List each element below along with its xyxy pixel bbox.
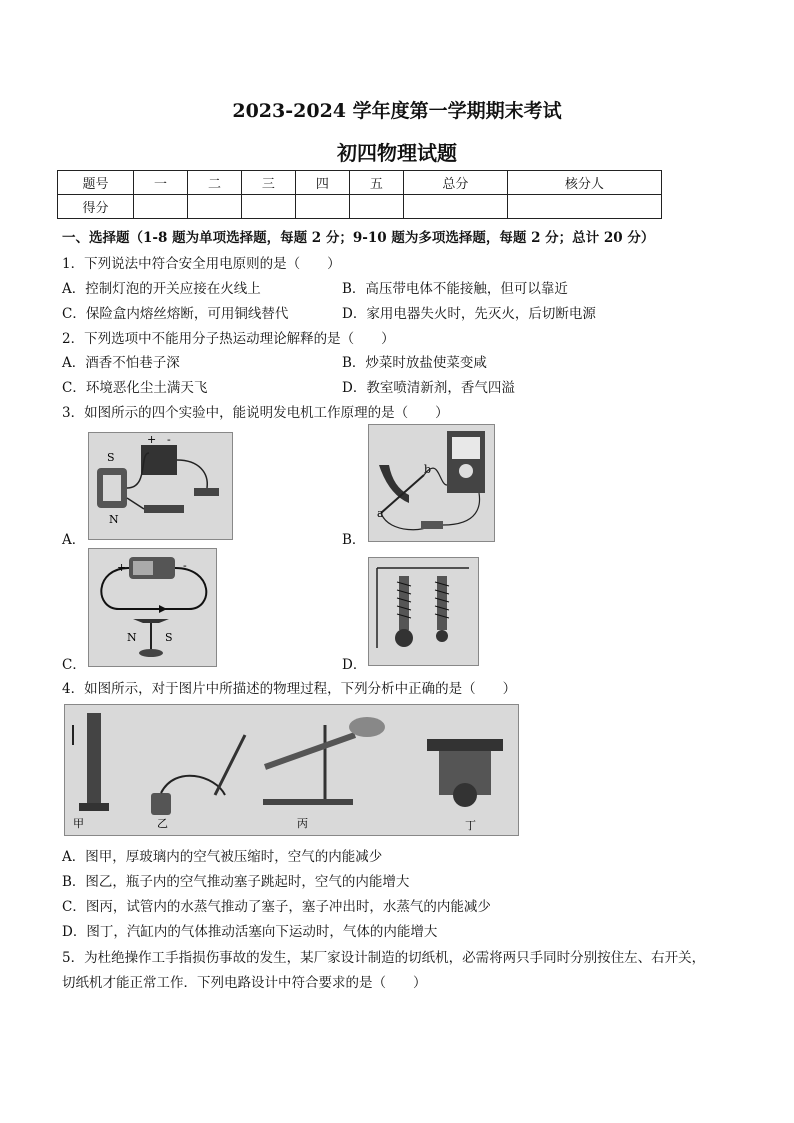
score-input-cell[interactable] [403,195,507,219]
table-cell: 题号 [58,171,134,195]
score-input-cell[interactable] [295,195,349,219]
magnet-circuit-illustration [89,433,232,539]
q2-option-a: A．酒香不怕巷子深 [62,355,180,371]
q3-label-b: B． [342,532,366,548]
q2-option-d: D．教室喷清新剂，香气四溢 [342,380,515,396]
q1-option-c: C．保险盒内熔丝熔断，可用铜线替代 [62,306,289,322]
galvanometer-circuit-illustration [369,425,494,541]
exam-title: 2023-2024 学年度第一学期期末考试 [232,100,562,122]
fig-text: S [165,631,173,644]
fig-text: + [117,561,127,574]
score-table-score-row [58,195,662,219]
table-cell: 得分 [58,195,134,219]
q4-figure-strip [64,704,519,836]
exam-subtitle: 初四物理试题 [337,141,457,165]
q3-figure-d [368,557,479,666]
table-cell: 五 [349,171,403,195]
table-cell: 总分 [403,171,507,195]
q3-figure-b [368,424,495,542]
q4-option-b: B．图乙，瓶子内的空气推动塞子跳起时，空气的内能增大 [62,874,410,890]
fig-text: - [167,433,171,446]
question-3-stem: 3．如图所示的四个实验中，能说明发电机工作原理的是（ ） [62,405,449,421]
score-input-cell[interactable] [241,195,295,219]
question-5-stem-line2: 切纸机才能正常工作．下列电路设计中符合要求的是（ ） [62,975,427,991]
table-cell: 三 [241,171,295,195]
fig-text: - [183,559,187,572]
fig-label-bing: 丙 [297,817,308,830]
question-2-stem: 2．下列选项中不能用分子热运动理论解释的是（ ） [62,331,395,347]
q4-option-a: A．图甲，厚玻璃内的空气被压缩时，空气的内能减少 [62,849,383,865]
score-input-cell[interactable] [187,195,241,219]
question-4-stem: 4．如图所示，对于图片中所描述的物理过程，下列分析中正确的是（ ） [62,681,517,697]
q3-label-c: C． [62,657,86,673]
fig-label-jia: 甲 [73,817,84,830]
q3-label-d: D． [342,657,367,673]
q2-option-b: B．炒菜时放盐使菜变咸 [342,355,487,371]
q1-option-b: B．高压带电体不能接触，但可以靠近 [342,281,568,297]
score-table-header-row [58,171,662,195]
battery-compass-illustration [89,549,216,666]
electromagnet-illustration [369,558,478,665]
score-input-cell[interactable] [349,195,403,219]
fig-text: S [107,451,115,464]
table-cell: 二 [187,171,241,195]
table-cell: 核分人 [507,171,661,195]
thermodynamics-experiments-illustration [65,705,518,835]
question-5-stem-line1: 5．为杜绝操作工手指损伤事故的发生，某厂家设计制造的切纸机，必需将两只手同时分别按住左、右开关， [62,950,706,966]
score-input-cell[interactable] [507,195,661,219]
fig-text: + [147,433,157,446]
question-1-stem: 1．下列说法中符合安全用电原则的是（ ） [62,256,341,272]
fig-text: a [377,507,384,520]
q3-figure-c [88,548,217,667]
q2-option-c: C．环境恶化尘土满天飞 [62,380,208,396]
table-cell: 四 [295,171,349,195]
q3-label-a: A． [62,532,86,548]
q1-option-d: D．家用电器失火时，先灭火，后切断电源 [342,306,596,322]
fig-text: N [109,513,119,526]
q3-figure-a [88,432,233,540]
q4-option-c: C．图丙，试管内的水蒸气推动了塞子，塞子冲出时，水蒸气的内能减少 [62,899,491,915]
fig-label-yi: 乙 [157,817,168,830]
fig-label-ding: 丁 [465,819,476,832]
q1-option-a: A．控制灯泡的开关应接在火线上 [62,281,261,297]
fig-text: N [127,631,137,644]
table-cell: 一 [134,171,188,195]
score-table [57,170,662,219]
section-heading: 一、选择题（1-8 题为单项选择题，每题 2 分；9-10 题为多项选择题，每题 2 分；总计 20 分） [62,230,655,246]
q4-option-d: D．图丁，汽缸内的气体推动活塞向下运动时，气体的内能增大 [62,924,438,940]
fig-text: b [424,463,432,476]
score-input-cell[interactable] [134,195,188,219]
